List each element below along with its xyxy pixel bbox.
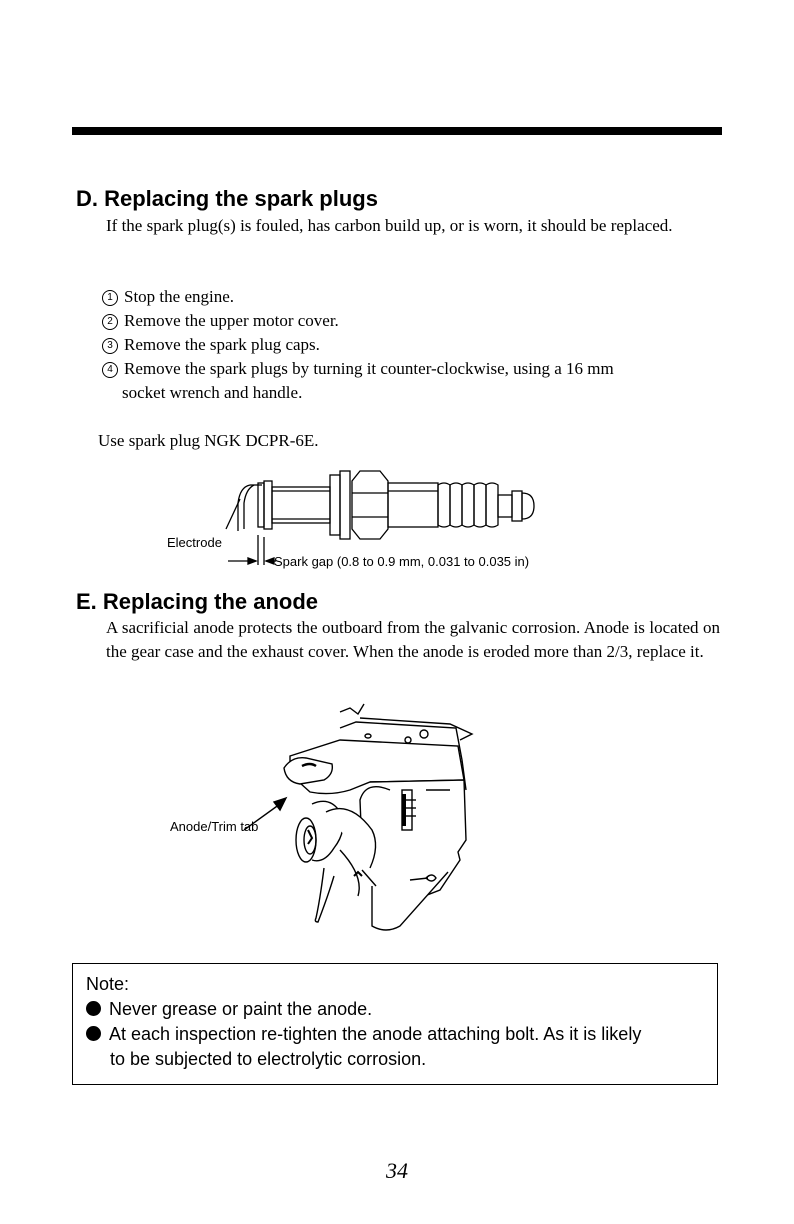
note-item-2-continued: to be subjected to electrolytic corrosion.: [110, 1049, 427, 1069]
section-d-intro: If the spark plug(s) is fouled, has carbon build up, or is worn, it should be replaced.: [106, 216, 673, 235]
bullet-icon: [86, 1026, 101, 1041]
step-text: Remove the spark plug caps.: [124, 335, 320, 354]
note-item-text: At each inspection re-tighten the anode attaching bolt. As it is likely: [109, 1024, 642, 1044]
step-2: [102, 309, 339, 333]
electrode-label: Electrode: [167, 535, 222, 550]
header-rule: [72, 127, 722, 135]
note-title: Note:: [86, 974, 130, 994]
step-3: [102, 333, 320, 357]
section-e-intro: A sacrificial anode protects the outboard from the galvanic corrosion. Anode is located on the gear case and the exhaust cover. When the anode is eroded more than 2/3, replace it.: [106, 618, 720, 661]
page-number: 34: [386, 1158, 408, 1183]
bullet-icon: [86, 1001, 101, 1016]
note-item-2: [86, 1022, 712, 1046]
step-text: Remove the upper motor cover.: [124, 311, 339, 330]
plug-type-text: Use spark plug NGK DCPR-6E.: [98, 431, 319, 450]
section-d-heading: D. Replacing the spark plugs: [76, 186, 378, 211]
note-item-text: Never grease or paint the anode.: [109, 999, 373, 1019]
step-4-continued: socket wrench and handle.: [122, 383, 303, 402]
step-text: Remove the spark plugs by turning it counter-clockwise, using a 16 mm: [124, 359, 614, 378]
note-item-1: [86, 997, 372, 1021]
step-number: 2: [102, 314, 118, 330]
step-text: Stop the engine.: [124, 287, 235, 306]
gear-case-anode-diagram: [240, 700, 490, 940]
step-number: 1: [102, 290, 118, 306]
step-number: 4: [102, 362, 118, 378]
step-number: 3: [102, 338, 118, 354]
anode-trim-tab-label: Anode/Trim tab: [170, 819, 259, 834]
step-4: [102, 357, 722, 381]
section-e-heading: E. Replacing the anode: [76, 589, 319, 614]
spark-gap-label: Spark gap (0.8 to 0.9 mm, 0.031 to 0.035 in): [274, 554, 530, 569]
step-1: [102, 285, 234, 309]
